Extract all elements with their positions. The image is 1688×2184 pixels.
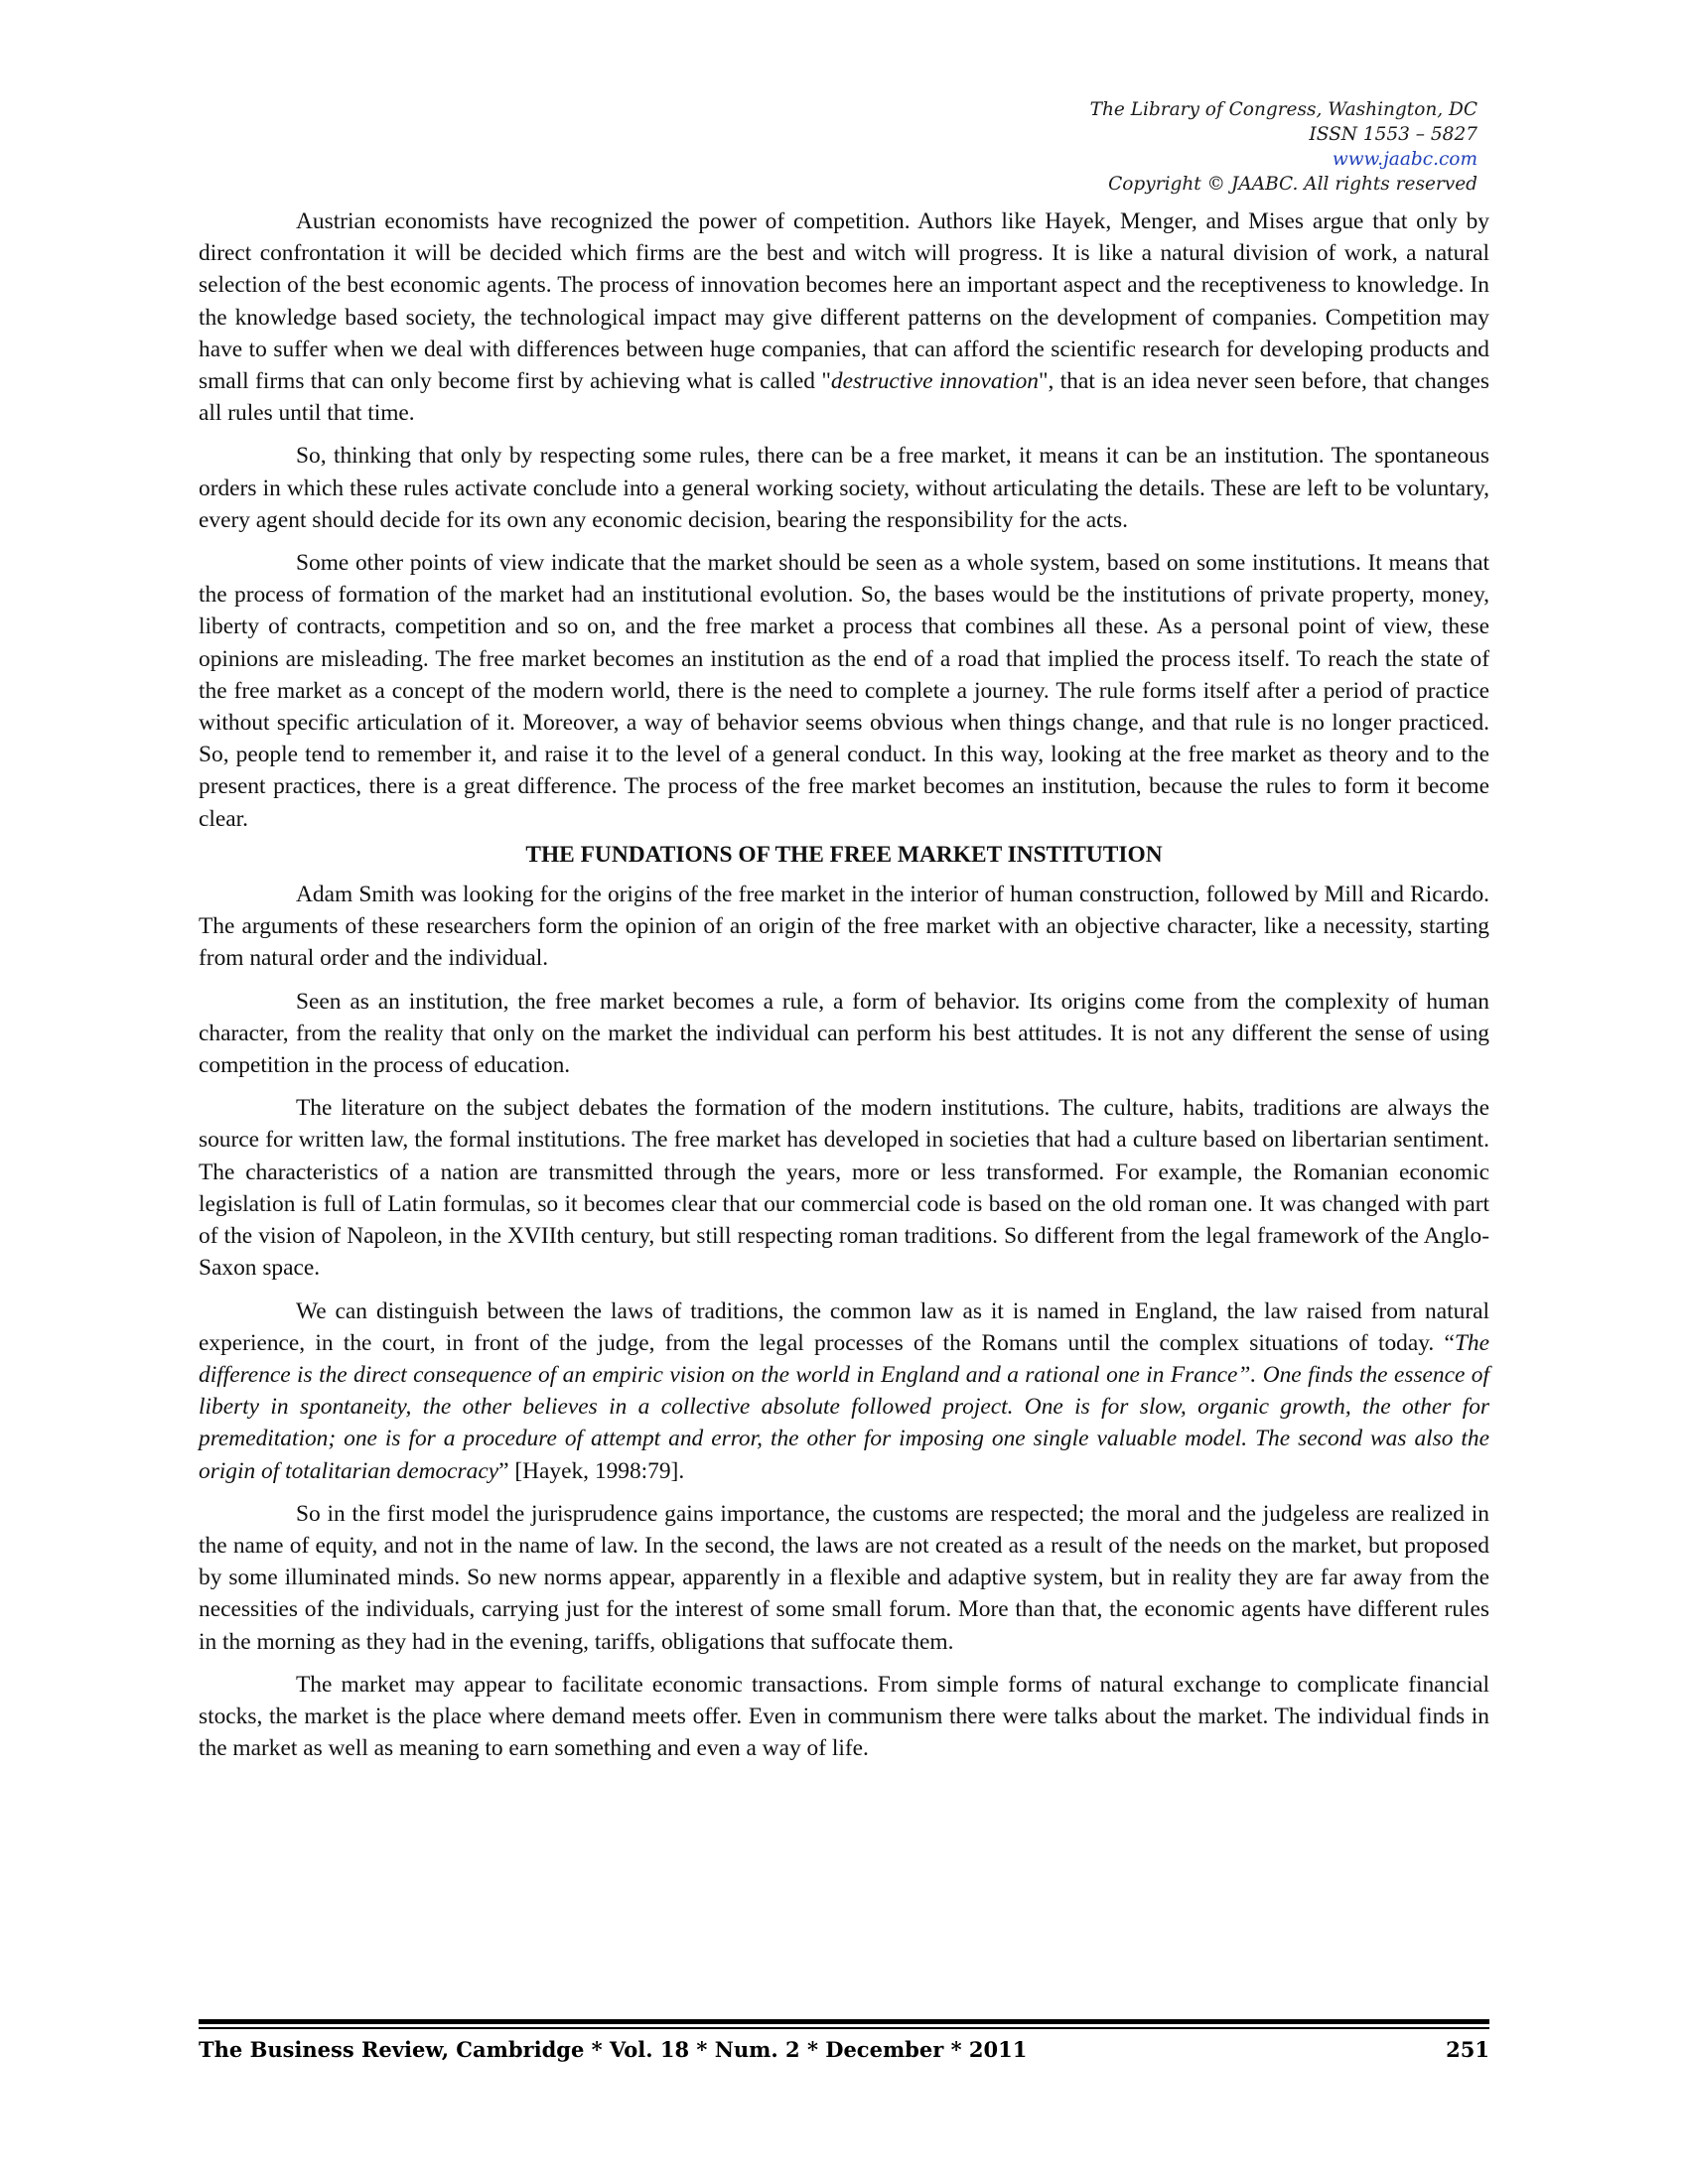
paragraph-text: We can distinguish between the laws of traditions, the common law as it is named in England, the law raised from natural experience, in the court, in front of the judge, from the legal processes of the Romans until the complex situations of today. “	[199, 1297, 1489, 1356]
footer-journal-title: The Business Review, Cambridge * Vol. 18 * Num. 2 * December * 2011	[199, 2037, 1028, 2062]
page-footer	[199, 2037, 1489, 2073]
header-copyright-line: Copyright © JAABC. All rights reserved	[1108, 174, 1477, 195]
page-header	[782, 97, 1477, 197]
paragraph-first-model: So in the first model the jurisprudence gains importance, the customs are respected; the moral and the judgeless are realized in the name of equity, and not in the name of law. In the second, the laws are not created as a result of the needs on the market, but proposed by some illuminated minds. So new norms appear, apparently in a flexible and adaptive system, but in reality they are far away from the necessities of the individuals, carrying just for the interest of some small forum. More than that, the economic agents have different rules in the morning as they had in the evening, tariffs, obligations that suffocate them.	[199, 1500, 1489, 1655]
section-heading: THE FUNDATIONS OF THE FREE MARKET INSTITUTION	[525, 841, 1163, 868]
footer-divider-thick	[199, 2019, 1489, 2024]
header-website-link[interactable]: www.jaabc.com	[1332, 149, 1477, 170]
footer-page-number: 251	[1446, 2037, 1489, 2062]
paragraph-literature: The literature on the subject debates the formation of the modern institutions. The culture, habits, traditions are always the source for written law, the formal institutions. The free market has developed in societies that had a culture based on libertarian sentiment. The characteristics of a nation are transmitted through the years, more or less transformed. For example, the Romanian economic legislation is full of Latin formulas, so it becomes clear that our commercial code is based on the old roman one. It was changed with part of the vision of Napoleon, in the XVIIth century, but still respecting roman traditions. So different from the legal framework of the Anglo-Saxon space.	[199, 1095, 1489, 1282]
paragraph-adam-smith: Adam Smith was looking for the origins of the free market in the interior of human construction, followed by Mill and Ricardo. The arguments of these researchers form the opinion of an origin of the free market with an objective character, like a necessity, starting from natural order and the individual.	[199, 882, 1489, 972]
paragraph-market-transactions: The market may appear to facilitate economic transactions. From simple forms of natural exchange to complicate financial stocks, the market is the place where demand meets offer. Even in communism there were talks about the market. The individual finds in the market as well as meaning to earn something and even a way of life.	[199, 1671, 1489, 1762]
article-body	[199, 205, 1489, 1775]
paragraph-text: ", that is an idea never seen before, that changes all rules until that time.	[199, 368, 1489, 427]
citation-text: ” [Hayek, 1998:79].	[498, 1457, 685, 1484]
paragraph-points-of-view: Some other points of view indicate that the market should be seen as a whole system, based on some institutions. It means that the process of formation of the market had an institutional evolution. So, the bases would be the institutions of private property, money, liberty of contracts, competition and so on, and the free market a process that combines all these. As a personal point of view, these opinions are misleading. The free market becomes an institution as the end of a road that implied the process itself. To reach the state of the free market as a concept of the modern world, there is the need to complete a journey. The rule forms itself after a period of practice without specific articulation of it. Moreover, a way of behavior seems obvious when things change, and that rule is no longer practiced. So, people tend to remember it, and raise it to the level of a general conduct. In this way, looking at the free market as theory and to the present practices, there is a great difference. The process of the free market becomes an institution, because the rules to form it become clear.	[199, 550, 1489, 832]
quotation-text: The difference is the direct consequence of an empiric vision on the world in England and a rational one in France”. One finds the essence of liberty in spontaneity, the other believes in a collective absolute followed project. One is for slow, organic growth, the other for premeditation; one is for a procedure of attempt and error, the other for imposing one single valuable model. The second was also the origin of totalitarian democracy	[199, 1329, 1489, 1484]
paragraph-rules-free-market: So, thinking that only by respecting some rules, there can be a free market, it means it can be an institution. The spontaneous orders in which these rules activate conclude into a general working society, without articulating the details. These are left to be voluntary, every agent should decide for its own any economic decision, bearing the responsibility for the acts.	[199, 443, 1489, 533]
paragraph-text: Austrian economists have recognized the power of competition. Authors like Hayek, Menger, and Mises argue that only by direct confrontation it will be decided which firms are the best and witch will progress. It is like a natural division of work, a natural selection of the best economic agents. The process of innovation becomes here an important aspect and the receptiveness to knowledge. In the knowledge based society, the technological impact may give different patterns on the development of companies. Competition may have to suffer when we deal with differences between huge companies, that can afford the scientific research for developing products and small firms that can only become first by achieving what is called "	[199, 208, 1489, 395]
paragraph-institution: Seen as an institution, the free market becomes a rule, a form of behavior. Its origins come from the complexity of human character, from the reality that only on the market the individual can perform his best attitudes. It is not any different the sense of using competition in the process of education.	[199, 988, 1489, 1079]
emphasis-text: destructive innovation	[830, 368, 1039, 395]
footer-divider-thin	[199, 2027, 1489, 2029]
paragraph-austrian-economists	[199, 205, 1489, 429]
header-library-line: The Library of Congress, Washington, DC	[1089, 99, 1477, 120]
paragraph-laws-of-traditions	[199, 1296, 1489, 1487]
header-issn-line: ISSN 1553 – 5827	[1309, 124, 1477, 145]
